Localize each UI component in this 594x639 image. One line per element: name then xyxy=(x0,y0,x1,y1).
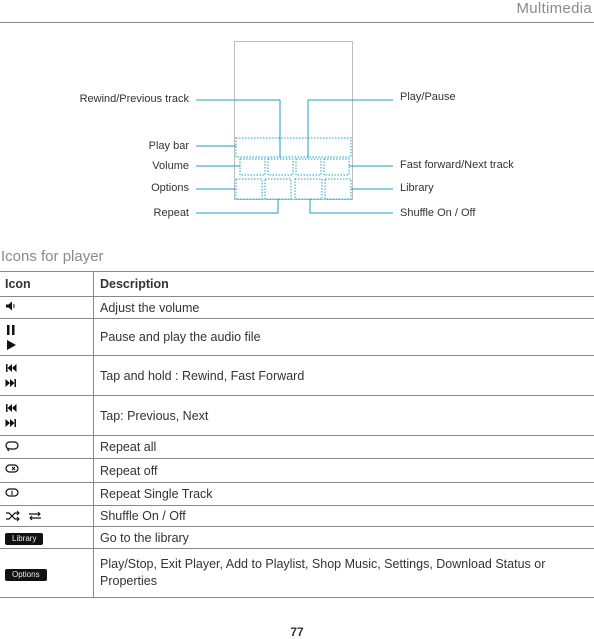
library-button-region xyxy=(325,179,351,199)
icon-cell xyxy=(0,483,94,506)
description-cell: Repeat off xyxy=(94,459,594,483)
column-header-description: Description xyxy=(94,272,594,297)
table-row xyxy=(0,396,594,436)
description-cell: Repeat all xyxy=(94,436,594,459)
description-cell: Play/Stop, Exit Player, Add to Playlist, Shop Music, Settings, Download Status or Properties xyxy=(94,549,594,598)
description-cell: Adjust the volume xyxy=(94,297,594,319)
rewind-icon xyxy=(5,362,17,374)
player-diagram-lines xyxy=(0,0,594,240)
description-cell: Pause and play the audio file xyxy=(94,319,594,356)
page-number: 77 xyxy=(290,625,304,639)
icon-cell xyxy=(0,459,94,483)
table-row xyxy=(0,436,594,459)
previous-icon xyxy=(5,402,17,414)
repeat-button-region xyxy=(265,179,291,199)
column-header-icon: Icon xyxy=(0,272,94,297)
label-volume: Volume xyxy=(152,160,189,172)
repeat-single-icon xyxy=(5,487,17,499)
label-options: Options xyxy=(151,182,189,194)
icons-table xyxy=(0,271,594,598)
icon-cell xyxy=(0,506,94,527)
description-cell: Go to the library xyxy=(94,527,594,549)
volume-button-region xyxy=(324,159,349,175)
repeat-leader xyxy=(196,199,278,213)
description-cell: Tap and hold : Rewind, Fast Forward xyxy=(94,356,594,396)
icon-cell xyxy=(0,356,94,396)
speaker-icon xyxy=(5,300,17,312)
label-repeat: Repeat xyxy=(153,207,189,219)
section-heading: Icons for player xyxy=(1,248,104,265)
device-outline xyxy=(235,42,353,200)
shuffle-off-icon xyxy=(27,510,43,522)
label-play-bar: Play bar xyxy=(148,140,189,152)
description-cell: Shuffle On / Off xyxy=(94,506,594,527)
play-button-region xyxy=(268,159,293,175)
table-row xyxy=(0,483,594,506)
icon-cell xyxy=(0,527,94,549)
label-play-pause: Play/Pause xyxy=(400,91,456,103)
options-button-region xyxy=(236,179,262,199)
shuffle-button-region xyxy=(295,179,322,199)
table-row xyxy=(0,527,594,549)
icon-cell xyxy=(0,396,94,436)
play-icon xyxy=(5,339,17,351)
table-row xyxy=(0,549,594,598)
play-bar-region xyxy=(236,138,351,157)
header-title: Multimedia xyxy=(516,0,592,17)
table-row xyxy=(0,506,594,527)
description-cell: Tap: Previous, Next xyxy=(94,396,594,436)
forward-button-region xyxy=(296,159,321,175)
shuffle-on-icon xyxy=(5,510,21,522)
player-diagram xyxy=(0,0,594,240)
table-row xyxy=(0,459,594,483)
table-header-row xyxy=(0,272,594,297)
label-shuffle: Shuffle On / Off xyxy=(400,207,476,219)
icon-cell xyxy=(0,436,94,459)
rewind-leader xyxy=(196,100,280,158)
options-button[interactable]: Options xyxy=(5,569,47,581)
rewind-button-region xyxy=(240,159,265,175)
icon-cell xyxy=(0,319,94,356)
label-library: Library xyxy=(400,182,434,194)
icon-cell xyxy=(0,297,94,319)
next-icon xyxy=(5,417,17,429)
table-row xyxy=(0,319,594,356)
label-rewind-previous: Rewind/Previous track xyxy=(79,93,189,105)
pause-icon xyxy=(5,324,17,336)
icon-cell xyxy=(0,549,94,598)
description-cell: Repeat Single Track xyxy=(94,483,594,506)
label-fast-forward-next: Fast forward/Next track xyxy=(400,159,514,171)
table-row xyxy=(0,356,594,396)
library-button[interactable]: Library xyxy=(5,533,43,545)
repeat-all-icon xyxy=(5,440,17,452)
shuffle-leader xyxy=(310,199,393,213)
fast-forward-icon xyxy=(5,377,17,389)
repeat-off-icon xyxy=(5,463,17,475)
table-row xyxy=(0,297,594,319)
